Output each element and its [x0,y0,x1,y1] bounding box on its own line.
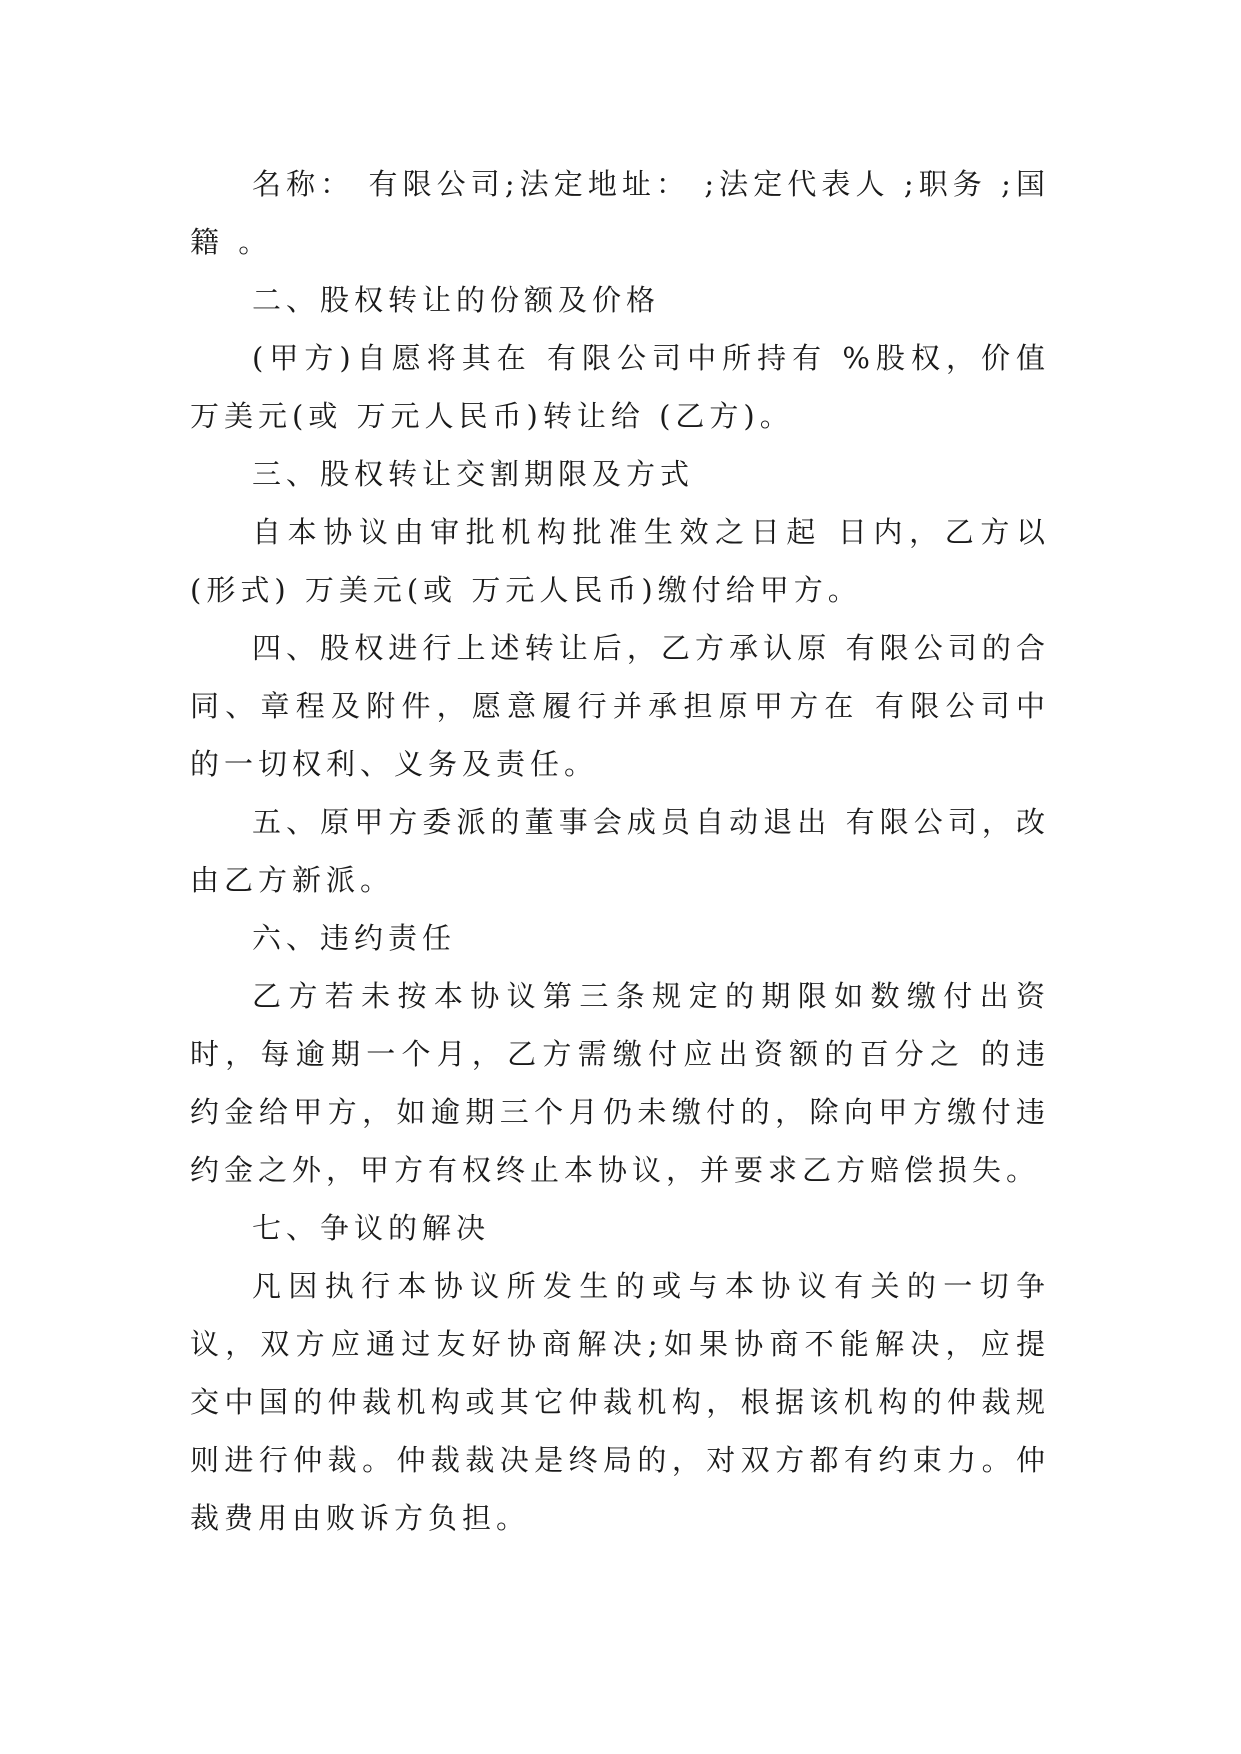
section-heading-breach-liability: 六、违约责任 [252,921,457,955]
section-heading-delivery-terms: 三、股权转让交割期限及方式 [252,457,695,491]
section-heading-transfer-share-price: 二、股权转让的份额及价格 [252,283,661,317]
board-members-paragraph: 五、原甲方委派的董事会成员自动退出 有限公司，改由乙方新派。 [190,805,1050,897]
section-heading-dispute-resolution: 七、争议的解决 [252,1211,491,1245]
breach-liability-paragraph: 乙方若未按本协议第三条规定的期限如数缴付出资时，每逾期一个月，乙方需缴付应出资额的百分之 的违约金给甲方，如逾期三个月仍未缴付的，除向甲方缴付违约金之外，甲方有权终止本协议，并要求乙方赔偿损失。 [190,979,1050,1187]
dispute-resolution-paragraph: 凡因执行本协议所发生的或与本协议有关的一切争议，双方应通过友好协商解决;如果协商不能解决，应提交中国的仲裁机构或其它仲裁机构，根据该机构的仲裁规则进行仲裁。仲裁裁决是终局的，对双方都有约束力。仲裁费用由败诉方负担。 [190,1269,1050,1535]
document-body [190,155,1050,1547]
delivery-terms-paragraph: 自本协议由审批机构批准生效之日起 日内，乙方以(形式) 万美元(或 万元人民币)缴付给甲方。 [190,515,1050,607]
rights-obligations-paragraph: 四、股权进行上述转让后，乙方承认原 有限公司的合同、章程及附件，愿意履行并承担原甲方在 有限公司中的一切权利、义务及责任。 [190,631,1050,781]
party-info-paragraph: 名称： 有限公司;法定地址： ;法定代表人 ;职务 ;国籍 。 [190,167,1050,259]
transfer-share-paragraph: (甲方)自愿将其在 有限公司中所持有 %股权，价值 万美元(或 万元人民币)转让给 (乙方)。 [190,341,1050,433]
